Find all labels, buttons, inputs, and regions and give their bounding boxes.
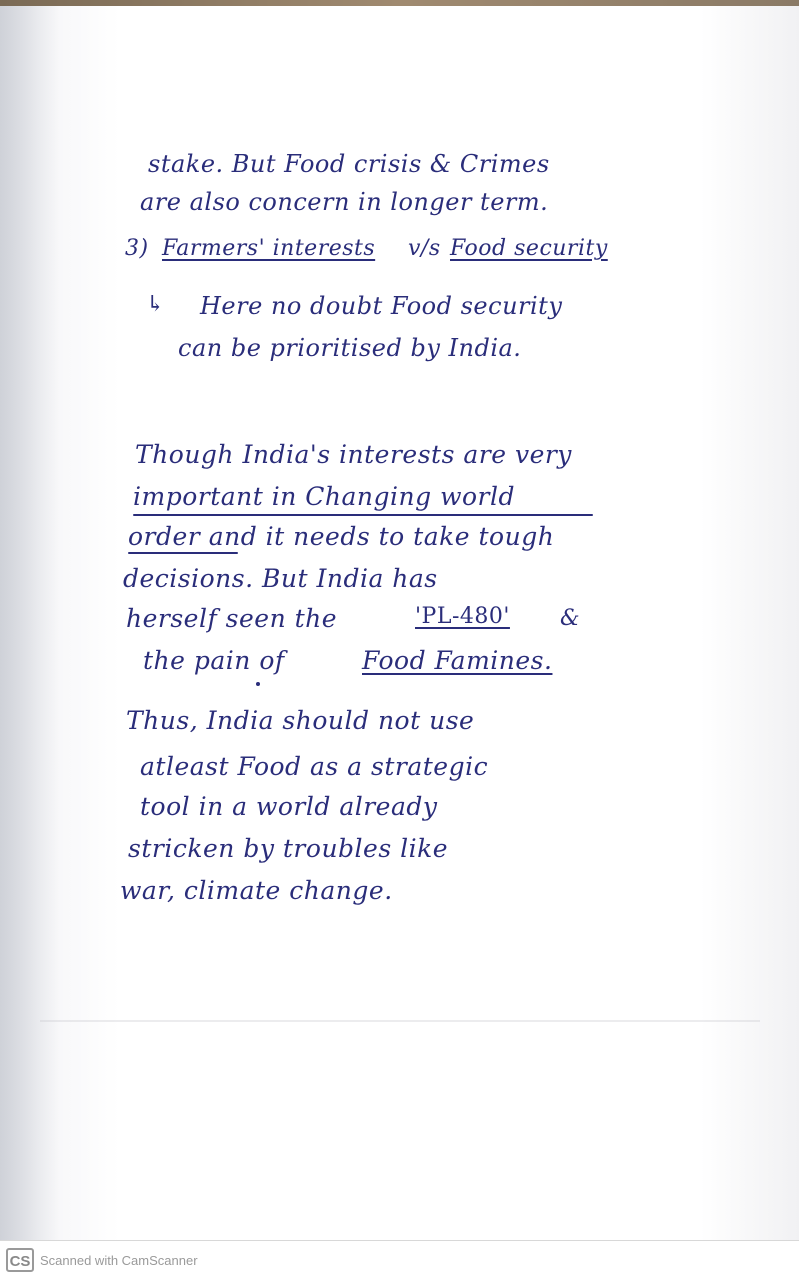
point-3-heading-farmers: Farmers' interests [162,236,376,261]
point-number-3: 3) [125,236,149,261]
conclusion-line-2: atleast Food as a strategic [140,752,489,781]
handwritten-line-1: stake. But Food crisis & Crimes [148,150,550,178]
ink-dot [256,682,260,686]
page-left-shadow [0,6,60,1240]
camscanner-watermark-text: Scanned with CamScanner [40,1253,198,1268]
paragraph-2-line-2: important in Changing world [133,482,515,511]
paragraph-2-line-1: Though India's interests are very [135,440,572,469]
handwritten-line-5: can be prioritised by India. [178,334,522,362]
handwritten-line-4: Here no doubt Food security [200,292,563,320]
paragraph-2-line-5a: herself seen the [126,604,338,633]
fold-line [40,1020,760,1022]
conclusion-line-5: war, climate change. [120,876,393,905]
camscanner-logo-icon: CS [6,1248,34,1272]
paragraph-2-line-6a: the pain of [143,646,285,675]
paragraph-2-line-3: order and it needs to take tough [128,522,555,551]
point-3-heading-vs: v/s [408,236,441,261]
underline-important [133,514,593,516]
handwritten-line-2: are also concern in longer term. [140,188,549,216]
underline-order [128,552,238,554]
conclusion-line-4: stricken by troubles like [128,834,449,863]
conclusion-line-1: Thus, India should not use [126,706,475,735]
paragraph-2-line-5c: & [560,606,581,631]
food-famines-phrase: Food Famines. [362,646,553,675]
page-top-edge [0,0,799,6]
pl-480-reference: 'PL-480' [415,604,510,629]
arrow-icon: ↳ [146,292,165,317]
paragraph-2-line-4: decisions. But India has [123,564,438,593]
conclusion-line-3: tool in a world already [140,792,438,821]
point-3-heading-food-security: Food security [450,236,608,261]
